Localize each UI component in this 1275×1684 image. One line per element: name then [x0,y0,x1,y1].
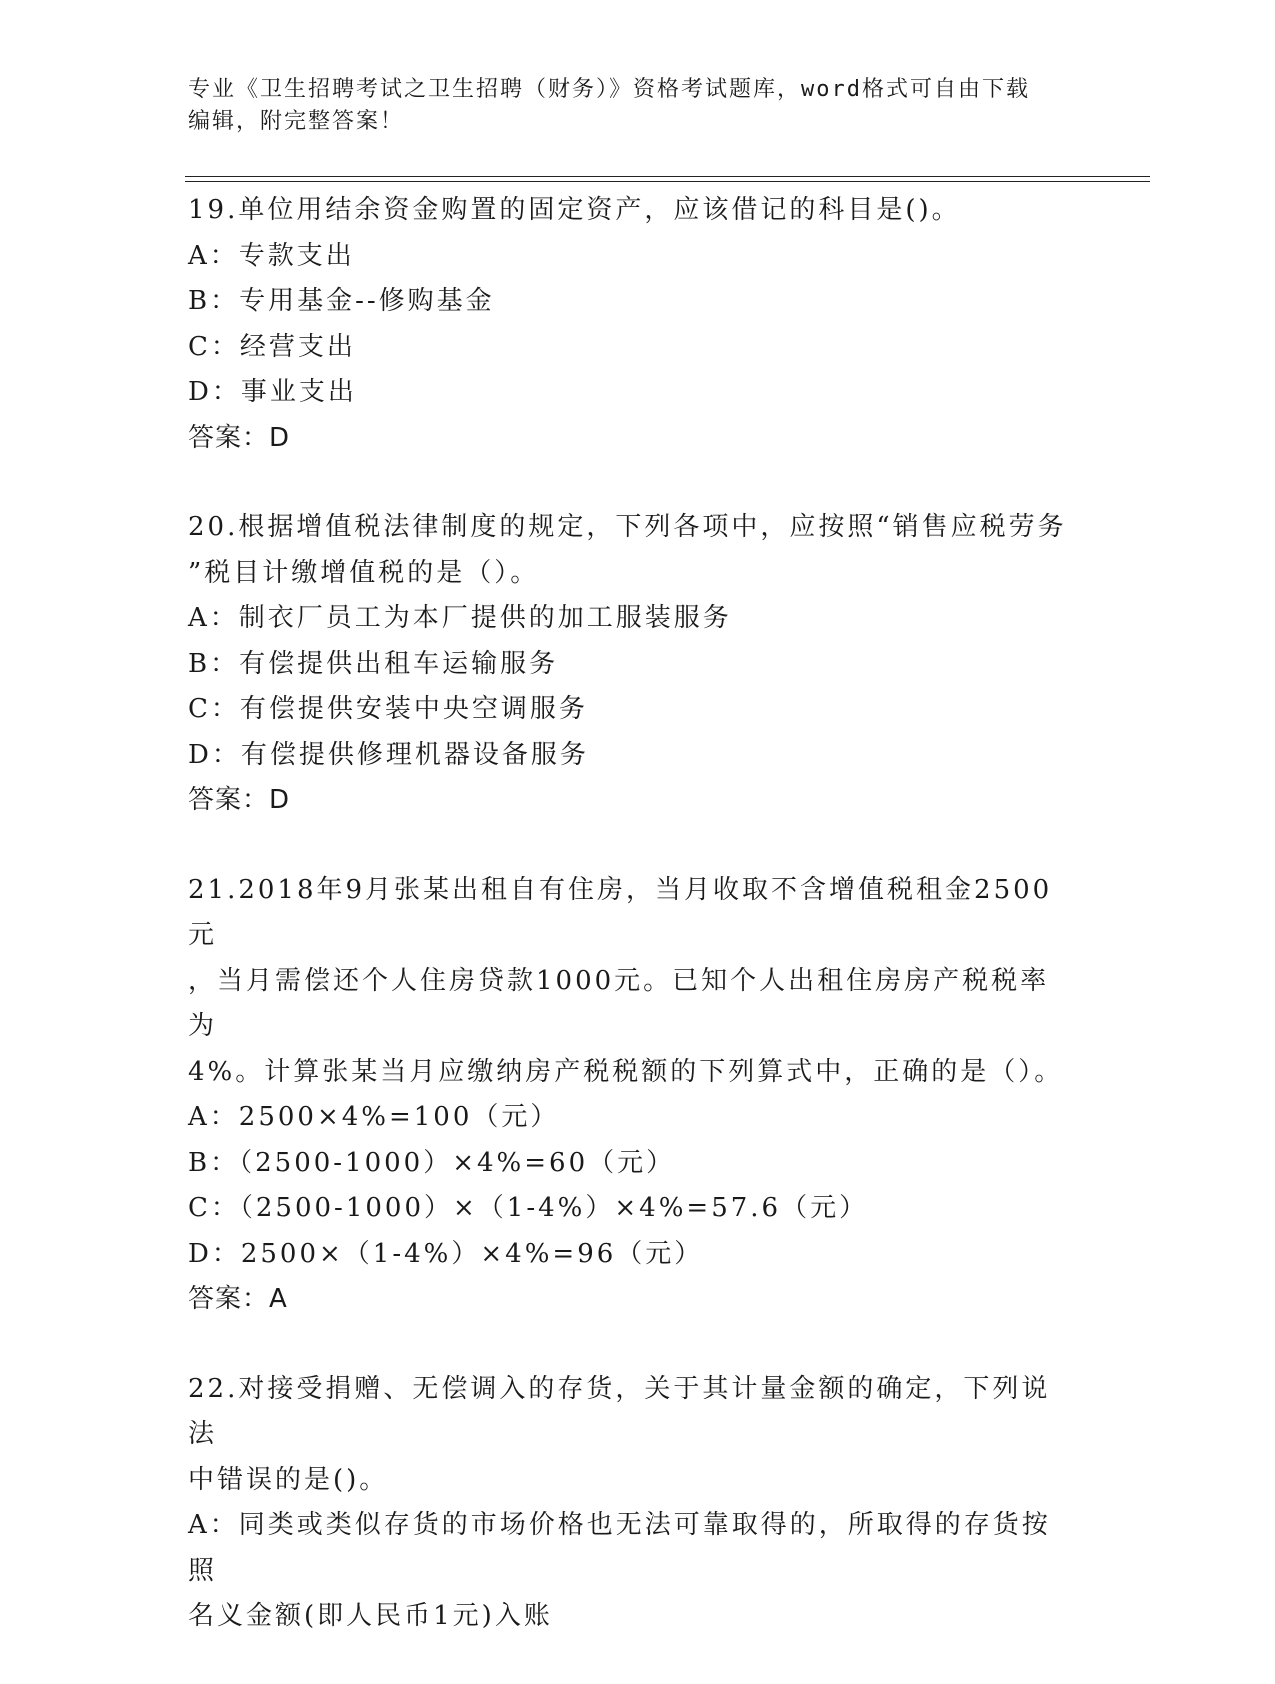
question-stem-line: ”税目计缴增值税的是（）。 [188,557,540,588]
question-option: B：专用基金--修购基金 [188,286,495,316]
answer-line: 答案：A [188,1284,288,1314]
question-list [188,188,1078,1684]
question-option: D：2500×（1-4%）×4%=96（元） [188,1238,704,1269]
question-option: A：专款支出 [188,240,355,271]
question-option: 名义金额(即人民币1元)入账 [188,1601,553,1631]
question-option: C：（2500-1000）×（1-4%）×4%=57.6（元） [188,1193,869,1223]
question-stem-line: 20.根据增值税法律制度的规定，下列各项中，应按照“销售应税劳务 [188,512,1067,542]
question-stem-line: 中错误的是()。 [188,1464,389,1495]
question-option: A：同类或类似存货的市场价格也无法可靠取得的，所取得的存货按照 [188,1510,1051,1586]
question-option: C：有偿提供安装中央空调服务 [188,694,588,724]
question-block [188,188,1078,461]
question-block [188,868,1078,1323]
question-option: C：经营支出 [188,331,356,362]
header-divider-bottom [185,181,1150,182]
question-stem-line: 4%。计算张某当月应缴纳房产税税额的下列算式中，正确的是（）。 [188,1056,1064,1087]
question-option: A：制衣厂员工为本厂提供的加工服装服务 [188,603,732,633]
question-option: D：事业支出 [188,377,357,407]
document-header [188,74,1068,138]
question-option: A：2500×4%=100（元） [188,1102,560,1132]
question-option: D：有偿提供修理机器设备服务 [188,739,589,770]
answer-line: 答案：D [188,422,291,453]
question-option: B：有偿提供出租车运输服务 [188,648,559,679]
question-stem-line: 22.对接受捐赠、无偿调入的存货，关于其计量金额的确定，下列说法 [188,1373,1051,1449]
answer-line: 答案：D [188,785,291,815]
question-stem-line: 19.单位用结余资金购置的固定资产，应该借记的科目是()。 [188,195,961,225]
header-line-2: 编辑，附完整答案！ [188,109,405,134]
header-line-1: 专业《卫生招聘考试之卫生招聘（财务）》资格考试题库，word格式可自由下载 [188,77,1030,102]
question-block [188,1367,1078,1640]
question-stem-line: 21.2018年9月张某出租自有住房，当月收取不含增值税租金2500元 [188,874,1053,950]
header-divider-top [185,176,1150,177]
question-block [188,505,1078,824]
question-option: B：（2500-1000）×4%=60（元） [188,1147,676,1178]
question-stem-line: ，当月需偿还个人住房贷款1000元。已知个人出租住房房产税税率为 [188,965,1050,1041]
